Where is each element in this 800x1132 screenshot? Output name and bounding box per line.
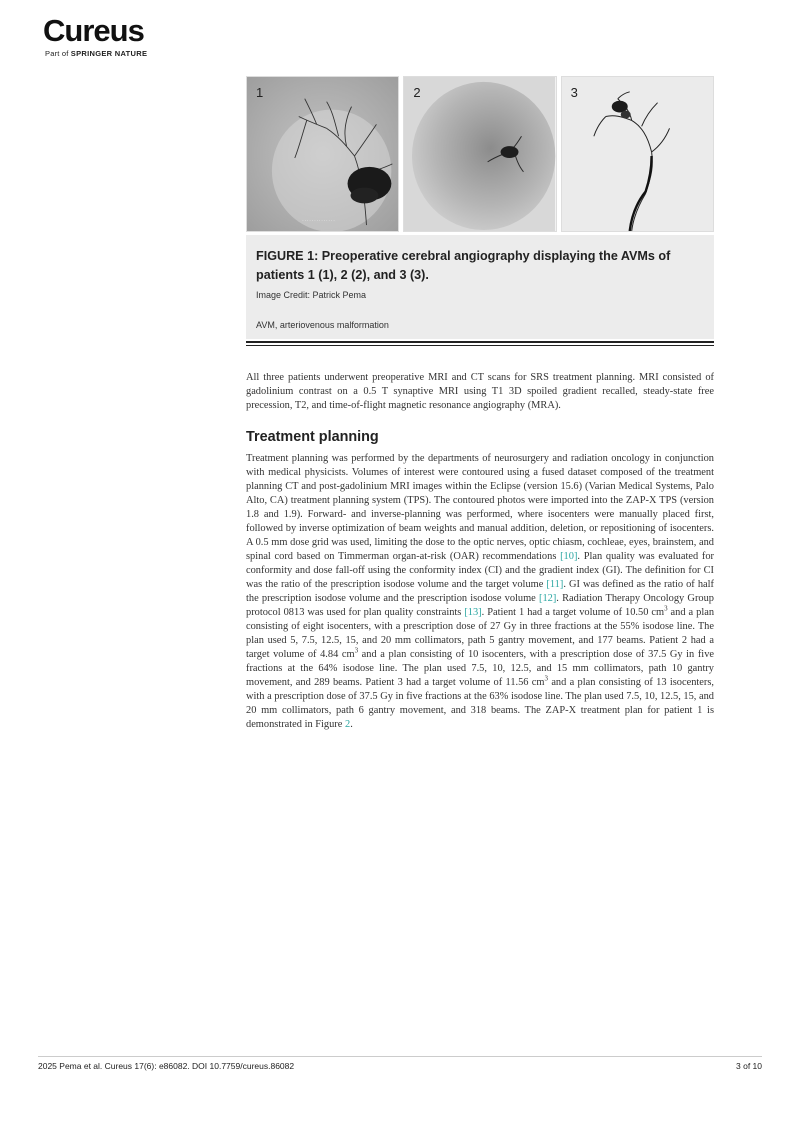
figure-credit: Image Credit: Patrick Pema [256, 290, 367, 300]
figure-rule [246, 341, 714, 346]
text-segment: . Plan quality was evaluated for conformity and dose fall-off using the conformity index (CI) and the gradient index (GI). The definition for CI was the ratio of the prescription isodose volume and the target volume [246, 551, 715, 590]
text-segment: . [350, 719, 353, 730]
text-segment: . Radiation Therapy Oncology Group protocol 0813 was used for plan quality constraints [246, 593, 714, 618]
text-segment: and a plan consisting of eight isocenters, with a prescription dose of 27 Gy in three fractions at the 55% isodose line. The plan used 5, 7.5, 12.5, 15, and 20 mm collimators, path 5 gantry movement, and 177 beams. Patient 2 had a target volume of 4.84 cm [246, 607, 715, 660]
text-segment: and a plan consisting of 10 isocenters, with a prescription dose of 37.5 Gy in five fractions at the 64% isodose line. The plan used 7.5, 10, 12.5, and 15 mm collimators, path 10 gantry movement, and 289 beams. Patient 3 had a target volume of 11.56 cm [246, 649, 714, 688]
brand-name: Cureus [43, 13, 144, 48]
reference-link-13[interactable]: [13] [464, 607, 482, 618]
figure-title: FIGURE 1: Preoperative cerebral angiography displaying the AVMs of patients 1 (1), 2 (2), and 3 (3). [256, 249, 671, 282]
treatment-planning-paragraph [246, 452, 714, 732]
reference-link-10[interactable]: [10] [560, 551, 578, 562]
footer-citation: 2025 Pema et al. Cureus 17(6): e86082. DOI 10.7759/cureus.86082 [38, 1061, 295, 1071]
reference-link-12[interactable]: [12] [538, 593, 557, 604]
figure-panels [246, 76, 714, 232]
superscript: 3 [544, 674, 549, 683]
panel-label-2: 2 [413, 85, 421, 100]
methods-paragraph-mri: All three patients underwent preoperative MRI and CT scans for SRS treatment planning. MRI consisted of gadolinium contrast on a 0.5 T synaptive MRI using T1 3D spoiled gradient recalled, steady-state free precession, T2, and time-of-flight magnetic resonance angiography (MRA). [246, 372, 714, 411]
footer-divider [38, 1056, 762, 1057]
superscript: 3 [354, 646, 359, 655]
angiography-image-2 [404, 77, 555, 231]
superscript: 3 [664, 604, 668, 613]
svg-text:..............: .............. [301, 217, 336, 223]
panel-label-3: 3 [570, 85, 578, 100]
brand-sub-prefix: Part of [45, 49, 69, 58]
angiography-panel-1 [246, 76, 399, 232]
figure-abbreviations: AVM, arteriovenous malformation [256, 320, 389, 330]
brand-subline [45, 49, 147, 58]
footer-page-number: 3 of 10 [736, 1061, 762, 1071]
angiography-image-1 [247, 77, 398, 231]
figure-link-2[interactable]: 2 [344, 719, 351, 730]
section-heading-treatment-planning: Treatment planning [246, 429, 379, 445]
text-segment: Treatment planning was performed by the departments of neurosurgery and radiation oncology in conjunction with medical physicists. Volumes of interest were contoured using a fused dataset composed of the treatment planning CT and post-gadolinium MRI images within the Eclipse (version 15.6) (Varian Medical Systems, Palo Alto, CA) treatment planning system (TPS). The contoured photos were imported into the ZAP-X TPS (version 1.8 and 1.9). Forward- and inverse-planning was performed, where isocenters were manually placed first, followed by inverse optimization of beam weights and manual addition, deletion, or repositioning of isocenters. A 0.5 mm dose grid was used, limiting the dose to the optic nerves, optic chiasm, cochleae, eyes, brainstem, and spinal cord based on Timmerman organ-at-risk (OAR) recommendations [246, 453, 714, 562]
angiography-image-3 [562, 77, 713, 231]
reference-link-11[interactable]: [11] [546, 579, 564, 590]
text-segment: . Patient 1 had a target volume of 10.50 cm [481, 607, 665, 618]
cureus-logo[interactable] [43, 13, 148, 58]
brand-sub-brand: SPRINGER NATURE [70, 49, 148, 58]
text-segment: . GI was defined as the ratio of half the prescription isodose volume and the prescription isodose volume [246, 579, 714, 604]
angiography-panel-3 [561, 76, 714, 232]
panel-label-1: 1 [256, 85, 264, 100]
text-segment: and a plan consisting of 13 isocenters, with a prescription dose of 37.5 Gy in five fractions at the 63% isodose line. The plan used 7.5, 10, 12.5, 15, and 20 mm collimators, path 6 gantry movement, and 318 beams. The ZAP-X treatment plan for patient 1 is demonstrated in Figure [246, 677, 714, 730]
figure-caption [246, 235, 714, 339]
angiography-panel-2 [403, 76, 556, 232]
figure-1 [246, 76, 714, 346]
